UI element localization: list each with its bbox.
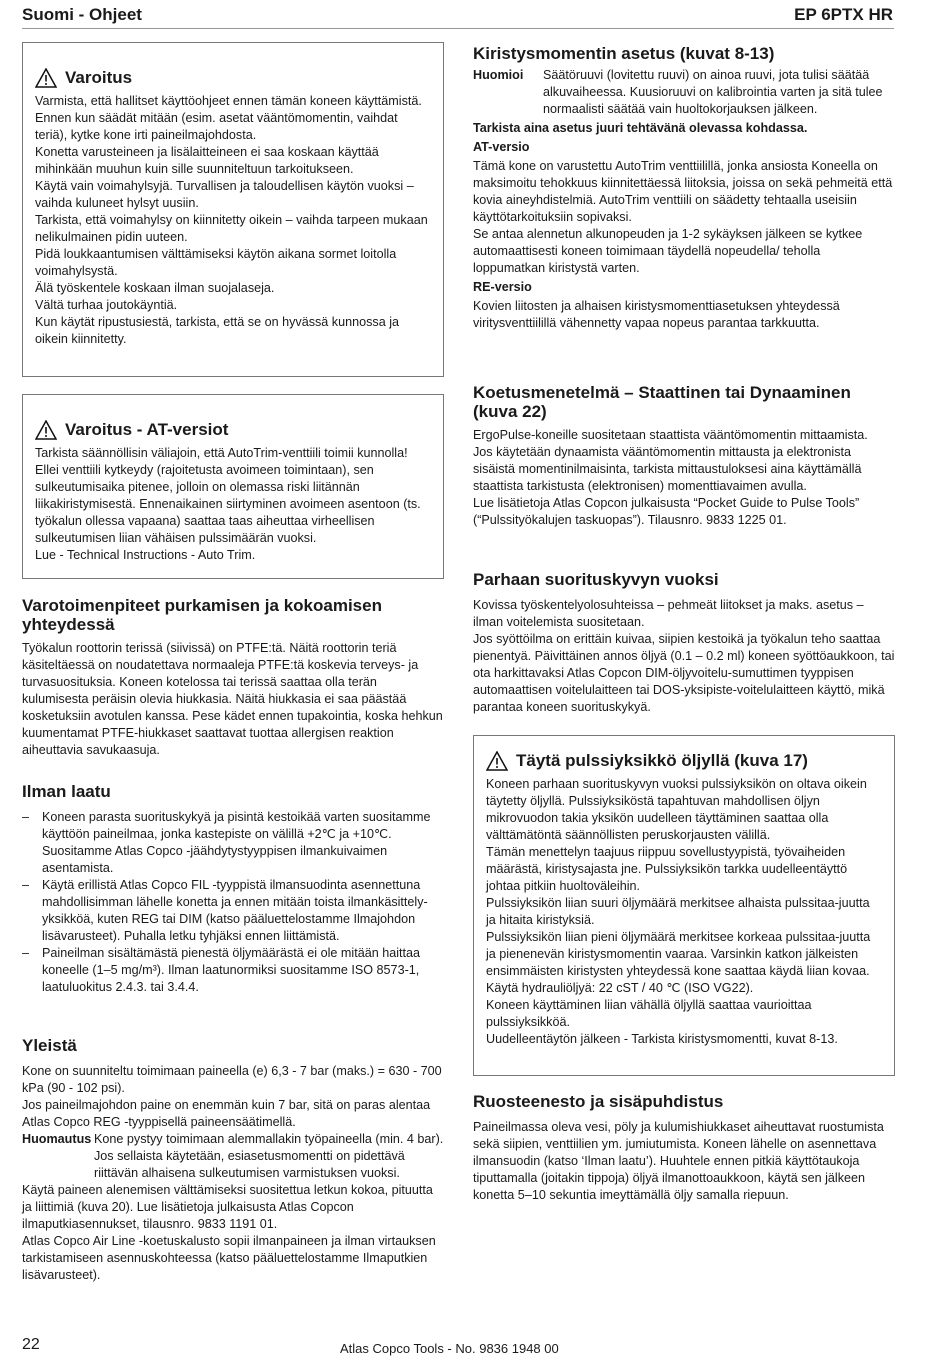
paragraph: Käytä vain voimahylsyjä. Turvallisen ja taloudellisen käytön vuoksi – vaihda kuluneet hylsyt uusiin.: [35, 179, 414, 210]
section-heading: Yleistä: [22, 1036, 77, 1055]
paragraph: Pulssiyksikön liian pieni öljymäärä merkitsee korkeaa pulssitaa-juutta ja pienenevän kiristysmomentin vaaraa. Varsinkin katkon jälkeisten ensimmäisten kiristysten yhteydessä kone saattaa käydä liian kovaa.: [486, 930, 871, 978]
warning-text: [35, 93, 431, 348]
footer-publisher: Atlas Copco Tools - No. 9836 1948 00: [340, 1341, 559, 1356]
warning-text: [35, 445, 431, 564]
section-koetus: [473, 383, 895, 529]
paragraph: Käytä hydrauliöljyä: 22 cST / 40 ℃ (ISO VG22).: [486, 981, 754, 995]
note-text: Säätöruuvi (lovitettu ruuvi) on ainoa ruuvi, jota tulisi säätää alkuvaiheessa. Kuusioruuvi on kalibrointia varten ja sitä tulee normaalisti säätää vain huoltokorjauksen jälkeen.: [543, 68, 883, 116]
subheading-at: AT-versio: [473, 140, 530, 154]
warning-box-oil: [473, 735, 895, 1076]
section-heading: Kiristysmomentin asetus (kuvat 8-13): [473, 44, 775, 63]
paragraph: Työkalun roottorin terissä (siivissä) on PTFE:tä. Näitä roottorin teriä käsiteltäessä on noudatettava normaaleja PTFE:tä koskevia terveys- ja turvasuosituksia. Koneen kotelossa tai terissä saattaa olla terän kulumisesta peräisin olevia hiukkasia. Näitä hiukkasia ei saa päästää kosketuksiin avotulen kanssa. Pese kädet ennen tupakointia, koska hehkun kuumentamat PTFE-hiukkaset saattavat tuottaa allergisen reaktion aiheuttavia savukaasuja.: [22, 641, 443, 757]
paragraph: Atlas Copco Air Line -koetuskalusto sopii ilmanpaineen ja ilman virtauksen tarkistamiseen asennuskohteessa (katso pääluettelostamme Ilmaputkien lisävarusteet).: [22, 1234, 436, 1282]
paragraph: Jos syöttöilma on erittäin kuivaa, siipien kestoikä ja työkalun teho saattaa pienentyä. Päivittäinen annos öljyä (0.1 – 0.2 ml) koneen syöttöaukkoon, tai ota harkittavaksi Atlas Copcon DIM-öljyvoitelu-sumuttimen tyyppisen automaattisen voitelulaitteen tai DOS-yksipiste-voitelulaitteen käyttö, mikä parantaa koneen suorituskykyä.: [473, 632, 895, 714]
list-item: – Paineilman sisältämästä pienestä öljymäärästä ei ole mitään haittaa koneelle (1–5 mg/m³). Ilman laatunormiksi suositamme ISO 8573-1, laatuluokitus 2.4.3. tai 3.4.4.: [22, 945, 444, 996]
paragraph: Ennen kun säädät mitään (esim. asetat vääntömomentin, vaihdat teriä), kytke kone irti paineilmajohdosta.: [35, 111, 398, 142]
section-yleista: [22, 1036, 444, 1284]
paragraph: Tämän menettelyn taajuus riippuu sovellustyypistä, työvaiheiden määrästä, kiristysajasta jne. Pulssiyksikön tarkka uudelleentäyttö johtaa pitkiin huoltoväleihin.: [486, 845, 848, 893]
section-parhaan: [473, 570, 895, 716]
warning-triangle-icon: [486, 751, 508, 771]
paragraph: Koneen käyttäminen liian vähällä öljyllä saattaa vaurioittaa pulssiyksikköä.: [486, 998, 812, 1029]
paragraph: Se antaa alennetun alkunopeuden ja 1-2 sykäyksen jälkeen se kytkee automaattisesti koneen toimimaan täydellä nopeudella/ teholla loppumatkan kiristystä varten.: [473, 227, 863, 275]
list-item: – Koneen parasta suorituskykyä ja pisintä kestoikää varten suositamme käyttöön paineilmaa, jonka kastepiste on välillä +2℃ ja +10℃. Suositamme Atlas Copco -jäähdytystyyppisen ilmankuivaimen asentamista.: [22, 809, 444, 877]
paragraph: Käytä paineen alenemisen välttämiseksi suositettua letkun kokoa, pituutta ja liittimiä (kuva 20). Lue lisätietoja julkaisusta Atlas Copcon ilmaputkiasennukset, tilausnro. 9833 1191 01.: [22, 1183, 433, 1231]
list-item: – Käytä erillistä Atlas Copco FIL -tyyppistä ilmansuodinta asennettuna mahdollisimman lähelle konetta ja ennen mitään toista ilmankäsittely-yksikköä, kuten REG tai DIM (katso pääluettelostamme Ilmajohdon lisävarusteet). Puhalla letku tyhjäksi ennen liittämistä.: [22, 877, 444, 945]
paragraph: Älä työskentele koskaan ilman suojalaseja.: [35, 281, 275, 295]
section-varotoimenpiteet: [22, 596, 444, 759]
paragraph: ErgoPulse-koneille suositetaan staattista vääntömomentin mittaamista.: [473, 428, 868, 442]
warning-box-general: [22, 42, 444, 377]
paragraph: Lue lisätietoja Atlas Copcon julkaisusta “Pocket Guide to Pulse Tools” (“Pulssityökalujen taskuopas”). Tilausnro. 9833 1225 01.: [473, 496, 860, 527]
section-heading: Parhaan suorituskyvyn vuoksi: [473, 570, 719, 589]
paragraph: Pidä loukkaantumisen välttämiseksi käytön aikana sormet loitolla voimahylsystä.: [35, 247, 397, 278]
paragraph: Tämä kone on varustettu AutoTrim venttiilillä, jonka ansiosta Koneella on maksimoitu tehokkuus kiinnitettäessä liitoksia, joissa on sekä pehmeitä että kovia aineyhdistelmiä. AutoTrim venttiili on säädetty tehtaalla useisiin käyttötarkoituksiin sopivaksi.: [473, 159, 893, 224]
paragraph: Jos paineilmajohdon paine on enemmän kuin 7 bar, sitä on paras alentaa Atlas Copco REG -tyyppisellä paineensäätimellä.: [22, 1098, 431, 1129]
subheading-re: RE-versio: [473, 280, 532, 294]
paragraph: Kone on suunniteltu toimimaan paineella (e) 6,3 - 7 bar (maks.) = 630 - 700 kPa (90 - 102 psi).: [22, 1064, 442, 1095]
warning-title: Täytä pulssiyksikkö öljyllä (kuva 17): [516, 751, 808, 770]
warning-box-at: [22, 394, 444, 579]
paragraph: Lue - Technical Instructions - Auto Trim.: [35, 548, 256, 562]
header-divider: [22, 28, 894, 29]
note-label: Huomioi: [473, 68, 524, 82]
section-heading: Varotoimenpiteet purkamisen ja kokoamisen yhteydessä: [22, 596, 382, 634]
header-language: Suomi - Ohjeet: [22, 5, 142, 24]
note-label: Huomautus: [22, 1132, 92, 1146]
paragraph: Koneen parhaan suorituskyvyn vuoksi pulssiyksikön on oltava oikein täytetty öljyllä. Pulssiyksiköstä tapahtuvan mahdollisen öljyn mikrovuodon takia yksikön uudelleen täyttäminen saattaa olla välttämätöntä säännöllisten peruskorjausten välillä.: [486, 777, 867, 842]
paragraph: Kun käytät ripustusiestä, tarkista, että se on hyvässä kunnossa ja oikein kiinnitetty.: [35, 315, 400, 346]
section-heading: Ruosteenesto ja sisäpuhdistus: [473, 1092, 724, 1111]
note-text: Kone pystyy toimimaan alemmallakin työpaineella (min. 4 bar). Jos sellaista käytetään, esiasetusmomentti on pidettävä riittävän alhaisena sulkeutumisen varmistuksen vuoksi.: [94, 1132, 444, 1180]
warning-text: [486, 776, 882, 1048]
paragraph: Uudelleentäytön jälkeen - Tarkista kiristysmomentti, kuvat 8-13.: [486, 1032, 838, 1046]
paragraph: Kovien liitosten ja alhaisen kiristysmomenttiasetuksen yhteydessä viritysventtiilillä vähennetty vapaa nopeus parantaa tarkkuutta.: [473, 299, 840, 330]
paragraph: Paineilmassa oleva vesi, pöly ja kulumishiukkaset aiheuttavat ruostumista sekä siipien, venttiilien ym. jumiutumista. Koneen lähelle on asennettava ilmansuodin (katso ‘Ilman laatu’). Huuhtele ennen pitkiä käyttötaukoja tiputtamalla (joitakin tippoja) öljyä ilmanottoaukkoon, käytä sen jälkeen konetta 5–10 sekuntia imeyttämällä öljy samalla riepuun.: [473, 1120, 884, 1202]
paragraph: Tarkista, että voimahylsy on kiinnitetty oikein – vaihda tarpeen mukaan nelikulmainen pidin uuteen.: [35, 213, 428, 244]
warning-triangle-icon: [35, 420, 57, 440]
paragraph: Konetta varusteineen ja lisälaitteineen ei saa koskaan käyttää mihinkään muuhun kuin sille suunniteltuun tarkoitukseen.: [35, 145, 379, 176]
section-heading: Ilman laatu: [22, 782, 111, 801]
section-ilman-laatu: [22, 782, 444, 996]
header-model: EP 6PTX HR: [794, 5, 893, 24]
bold-note: Tarkista aina asetus juuri tehtävänä olevassa kohdassa.: [473, 121, 808, 135]
paragraph: Jos käytetään dynaamista vääntömomentin mittausta ja elektronista sisäistä momentinilmaisinta, tarkista mittaustuloksesi aina käyttämällä staattista tarkistusta (elektronisen) momenttiavaimen avulla.: [473, 445, 862, 493]
warning-title: Varoitus - AT-versiot: [65, 420, 229, 439]
section-heading: Koetusmenetelmä – Staattinen tai Dynaaminen (kuva 22): [473, 383, 851, 421]
paragraph: Varmista, että hallitset käyttöohjeet ennen tämän koneen käyttämistä.: [35, 94, 422, 108]
page-number: 22: [22, 1336, 40, 1353]
warning-title: Varoitus: [65, 68, 133, 87]
paragraph: Kovissa työskentelyolosuhteissa – pehmeät liitokset ja maks. asetus – ilman voitelemista suositetaan.: [473, 598, 864, 629]
paragraph: Tarkista säännöllisin väliajoin, että AutoTrim-venttiili toimii kunnolla! Ellei venttiili kytkeydy (rajoitetusta avoimeen toimintaan), sen sulkeutumisaika pitenee, jolloin on olemassa riski liitännän liikakiristymisestä. Ennenaikainen siirtyminen avoimeen asentoon (ts. työkalun ollessa vapaana) saattaa taas aiheuttaa virheellisen sulkeutumisen liian vähäisen pulssimäärän vuoksi.: [35, 446, 421, 545]
section-ruoste: [473, 1092, 895, 1204]
section-kiristys: [473, 44, 895, 332]
warning-triangle-icon: [35, 68, 57, 88]
paragraph: Pulssiyksikön liian suuri öljymäärä merkitsee alhaista pulssitaa-juutta ja hitaita kiristyksiä.: [486, 896, 870, 927]
paragraph: Vältä turhaa joutokäyntiä.: [35, 298, 178, 312]
